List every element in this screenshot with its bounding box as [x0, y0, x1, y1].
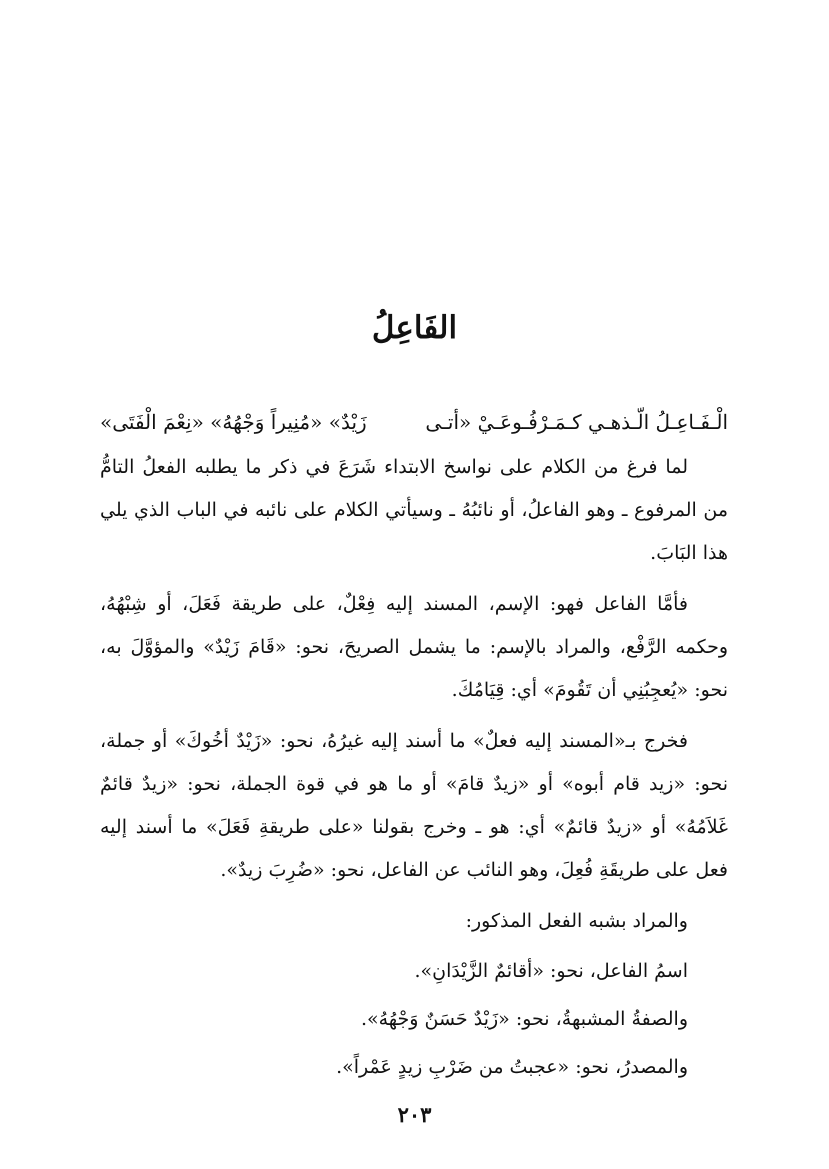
- commentary-body: [100, 446, 728, 1091]
- verse-second-hemistich: زَيْدٌ» «مُنِيراً وَجْهُهُ» «نِعْمَ الْفَتَى»: [100, 410, 367, 434]
- paragraph-definition: فأمَّا الفاعل فهو: الإسم، المسند إليه فِعْلٌ، على طريقة فَعَلَ، أو شِبْهُهُ، وحكمه الرَّفْع، والمراد بالإسم: ما يشمل الصريحَ، نحو: «قَامَ زَيْدٌ» والمؤوَّلَ به، نحو: «يُعجِبُنِي أن تَقُومَ» أي: قِيَامُكَ.: [100, 593, 728, 701]
- alfiyya-verse: [100, 400, 728, 444]
- paragraph-intro: لما فرغ من الكلام على نواسخ الابتداء شَرَعَ في ذكر ما يطلبه الفعلُ التامُّ من المرفوع ـ وهو الفاعلُ، أو نائبُهُ ـ وسيأتي الكلام على نائبه في الباب الذي يلي هذا البَابَ.: [100, 456, 728, 564]
- chapter-title: الفَاعِلُ: [371, 310, 458, 346]
- page-number: ٢٠٣: [397, 1102, 432, 1127]
- verse-first-hemistich: الْـفَـاعِـلُ الّـذهـي كـمَـرْفُـوعَـيْ «أتـى: [425, 410, 729, 434]
- paragraph-list-intro: والمراد بشبه الفعل المذكور:: [465, 910, 688, 932]
- list-item: والصفةُ المشبهةُ، نحو: «زَيْدٌ حَسَنٌ وَجْهُهُ».: [360, 1008, 688, 1030]
- list-item: والمصدرُ، نحو: «عجبتُ من ضَرْبِ زيدٍ عَمْراً».: [336, 1056, 688, 1078]
- paragraph-exclusions: فخرج بـ«المسند إليه فعلٌ» ما أسند إليه غيرُهُ، نحو: «زَيْدٌ أخُوكَ» أو جملة، نحو: «زيد قام أبوه» أو «زيدٌ قامَ» أو ما هو في قوة الجملة، نحو: «زيدٌ قائمٌ غَلاَمُهُ» أو «زيدٌ قائمٌ» أي: هو ـ وخرج بقولنا «على طريقةِ فَعَلَ» ما أسند إليه فعل على طريقَةِ فُعِلَ، وهو النائب عن الفاعل، نحو: «ضُرِبَ زيدٌ».: [100, 730, 728, 881]
- list-item: اسمُ الفاعل، نحو: «أقائمٌ الزَّيْدَانِ».: [414, 960, 688, 982]
- verb-like-list: [100, 947, 728, 1091]
